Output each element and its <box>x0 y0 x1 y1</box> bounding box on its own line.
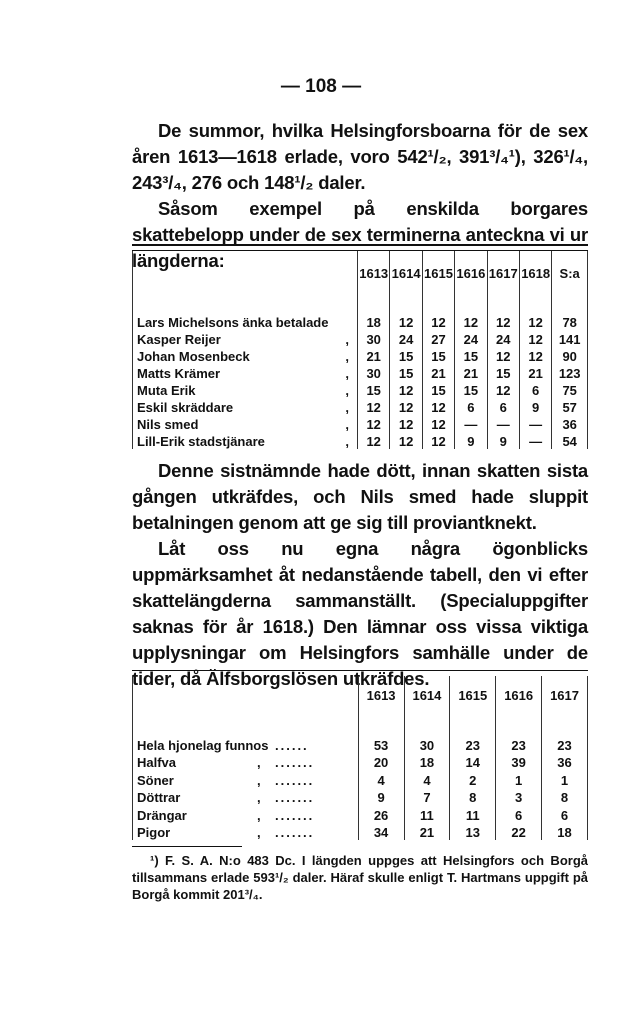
table-cell: 57 <box>552 398 588 415</box>
footnote: ¹) F. S. A. N:o 483 Dc. I längden uppges att Helsingfors och Borgå tillsammans erlade 593¹/₂ daler. Häraf skulle enligt T. Hartmans uppgift på Borgå kommit 201³/₄. <box>132 853 588 902</box>
table-cell: 21 <box>404 823 450 840</box>
table-cell: 12 <box>487 313 519 330</box>
table-cell: 7 <box>404 788 450 805</box>
table-cell: 53 <box>358 735 404 752</box>
table1-header-cell: 1613 <box>358 251 390 295</box>
ditto-mark: , <box>345 417 349 432</box>
row-name: Söner <box>137 772 174 788</box>
row-name: Muta Erik <box>137 383 196 398</box>
table-cell: 78 <box>552 313 588 330</box>
table-cell: 15 <box>358 381 390 398</box>
row-name: Hela hjonelag funnos <box>137 737 269 753</box>
ditto-mark: , <box>345 383 349 398</box>
ditto-mark: , <box>345 434 349 449</box>
table2-header-cell: 1614 <box>404 676 450 715</box>
table-cell: 4 <box>358 770 404 787</box>
table-cell: 15 <box>390 347 422 364</box>
row-name: Döttrar <box>137 790 181 806</box>
ditto-mark: , <box>345 400 349 415</box>
dot-leader: ...... <box>275 737 309 753</box>
dot-leader: ....... <box>275 755 315 771</box>
table-cell: 18 <box>542 823 588 840</box>
table1-header-cell: 1616 <box>455 251 487 295</box>
table-cell: 12 <box>390 381 422 398</box>
table-cell: 12 <box>519 313 551 330</box>
table-cell: 15 <box>455 381 487 398</box>
dot-leader: ....... <box>275 790 315 806</box>
table-cell: 18 <box>404 753 450 770</box>
table-cell: 12 <box>390 432 422 449</box>
table2-header-cell: 1613 <box>358 676 404 715</box>
table-cell: 54 <box>552 432 588 449</box>
ditto-mark: , <box>345 349 349 364</box>
ditto-mark: , <box>257 755 261 771</box>
table-cell: 12 <box>519 347 551 364</box>
table-cell: 24 <box>487 330 519 347</box>
ditto-mark: , <box>257 825 261 840</box>
table-row <box>133 347 588 364</box>
table-row <box>133 735 588 752</box>
table-cell: 6 <box>519 381 551 398</box>
table-cell: 12 <box>455 313 487 330</box>
table-row <box>133 364 588 381</box>
ditto-mark: , <box>257 807 261 823</box>
table-cell: 12 <box>422 313 454 330</box>
row-name: Pigor <box>137 825 171 840</box>
table-cell: 27 <box>422 330 454 347</box>
table-cell: 21 <box>422 364 454 381</box>
row-name: Matts Krämer <box>137 366 221 381</box>
table-cell: 23 <box>496 735 542 752</box>
table-cell: 4 <box>404 770 450 787</box>
table-cell: 9 <box>519 398 551 415</box>
table-cell: 39 <box>496 753 542 770</box>
table-cell: — <box>519 432 551 449</box>
table2-top-rule <box>132 670 588 671</box>
table-row <box>133 753 588 770</box>
table-cell: 1 <box>542 770 588 787</box>
table-cell: 123 <box>552 364 588 381</box>
table-row <box>133 770 588 787</box>
table-cell: 26 <box>358 805 404 822</box>
table-cell: 12 <box>422 398 454 415</box>
table-cell: 15 <box>422 347 454 364</box>
paragraph-summor: De summor, hvilka Helsingforsboarna för de sex åren 1613—1618 erlade, voro 542¹/₂, 391³/₄¹), 326¹/₄, 243³/₄, 276 och 148¹/₂ daler. <box>132 120 588 193</box>
table-cell: 18 <box>358 313 390 330</box>
table-cell: 24 <box>390 330 422 347</box>
table-cell: — <box>519 415 551 432</box>
paragraph-exempel: Såsom exempel på enskilda borgares skattebelopp under de sex terminerna anteckna vi ur längderna: <box>132 198 588 271</box>
table-cell: 30 <box>358 330 390 347</box>
table-cell: 20 <box>358 753 404 770</box>
table1-header-cell: 1618 <box>519 251 551 295</box>
row-name: Johan Mosenbeck <box>137 349 250 364</box>
table-cell: 12 <box>422 432 454 449</box>
row-name: Kasper Reijer <box>137 332 221 347</box>
table-cell: 141 <box>552 330 588 347</box>
table-row <box>133 788 588 805</box>
table-cell: 11 <box>450 805 496 822</box>
table-row <box>133 823 588 840</box>
row-name: Drängar <box>137 807 187 823</box>
table-cell: 12 <box>358 415 390 432</box>
table-cell: 30 <box>404 735 450 752</box>
table-cell: 12 <box>390 313 422 330</box>
table-row <box>133 381 588 398</box>
paragraph-sistnamnde: Denne sistnämnde hade dött, innan skatten sista gången utkräfdes, och Nils smed hade sluppit betalningen genom att ge sig till proviantknekt. <box>132 460 588 533</box>
table2-header-cell: 1616 <box>496 676 542 715</box>
table1-header-row <box>133 251 588 295</box>
table-cell: 6 <box>455 398 487 415</box>
table-row <box>133 415 588 432</box>
table-row <box>133 313 588 330</box>
table-cell: 12 <box>358 398 390 415</box>
table-row <box>133 330 588 347</box>
table1-header-cell: 1615 <box>422 251 454 295</box>
table-cell: 36 <box>552 415 588 432</box>
table-cell: 6 <box>487 398 519 415</box>
table-cell: 14 <box>450 753 496 770</box>
ditto-mark: , <box>257 772 261 788</box>
table-cell: 1 <box>496 770 542 787</box>
table-cell: 15 <box>390 364 422 381</box>
table-cell: 36 <box>542 753 588 770</box>
table-cell: 15 <box>422 381 454 398</box>
ditto-mark: , <box>345 366 349 381</box>
table2-header-row <box>133 676 588 715</box>
table-cell: 8 <box>450 788 496 805</box>
taxpayer-table <box>132 251 588 449</box>
table-cell: 12 <box>487 381 519 398</box>
ditto-mark: , <box>257 790 261 806</box>
table-cell: 8 <box>542 788 588 805</box>
table-cell: 90 <box>552 347 588 364</box>
table-cell: 11 <box>404 805 450 822</box>
row-name: Nils smed <box>137 417 199 432</box>
footnote-rule <box>132 846 242 847</box>
dot-leader: ....... <box>275 772 315 788</box>
table-cell: 12 <box>358 432 390 449</box>
paragraph-tabell: Låt oss nu egna några ögonblicks uppmärksamhet åt nedanstående tabell, den vi efter skattelängderna sammanställt. (Specialuppgifter saknas för år 1618.) Den lämnar oss vissa viktiga upplysningar om Helsingfors samhälle under de tider, då Älfsborgslösen utkräfdes. <box>132 538 588 689</box>
table1-top-rule <box>132 244 588 251</box>
table1-header-blank <box>133 251 358 295</box>
table-cell: 21 <box>358 347 390 364</box>
page-number: — 108 — <box>280 76 362 97</box>
table-cell: 12 <box>519 330 551 347</box>
table2-header-blank <box>133 676 359 715</box>
table-cell: — <box>455 415 487 432</box>
table-cell: 23 <box>542 735 588 752</box>
table1-header-cell: S:a <box>552 251 588 295</box>
ditto-mark: , <box>345 332 349 347</box>
table-cell: 24 <box>455 330 487 347</box>
table-cell: 15 <box>455 347 487 364</box>
table2-header-cell: 1615 <box>450 676 496 715</box>
table-cell: 12 <box>422 415 454 432</box>
table1-header-cell: 1614 <box>390 251 422 295</box>
table1-header-cell: 1617 <box>487 251 519 295</box>
table-cell: 9 <box>455 432 487 449</box>
dot-leader: ....... <box>275 807 315 823</box>
table-row <box>133 398 588 415</box>
table-cell: 3 <box>496 788 542 805</box>
body-text <box>132 458 588 692</box>
row-name: Halfva <box>137 755 177 771</box>
table-row <box>133 432 588 449</box>
table-cell: 2 <box>450 770 496 787</box>
household-table <box>132 676 588 840</box>
table2-header-cell: 1617 <box>542 676 588 715</box>
table-cell: 34 <box>358 823 404 840</box>
table-cell: 22 <box>496 823 542 840</box>
table-cell: 12 <box>390 398 422 415</box>
table-cell: 12 <box>487 347 519 364</box>
table-cell: 13 <box>450 823 496 840</box>
table-cell: 30 <box>358 364 390 381</box>
table-cell: 9 <box>358 788 404 805</box>
table-cell: 21 <box>455 364 487 381</box>
table-cell: 21 <box>519 364 551 381</box>
dot-leader: ....... <box>275 825 315 840</box>
table-cell: 6 <box>542 805 588 822</box>
table-cell: 12 <box>390 415 422 432</box>
table-row <box>133 805 588 822</box>
row-name: Lill-Erik stadstjänare <box>137 434 265 449</box>
table-cell: — <box>487 415 519 432</box>
table-cell: 15 <box>487 364 519 381</box>
table-cell: 9 <box>487 432 519 449</box>
table-cell: 23 <box>450 735 496 752</box>
table-cell: 6 <box>496 805 542 822</box>
table-cell: 75 <box>552 381 588 398</box>
row-name: Eskil skräddare <box>137 400 234 415</box>
row-name: Lars Michelsons änka betalade <box>137 315 329 330</box>
